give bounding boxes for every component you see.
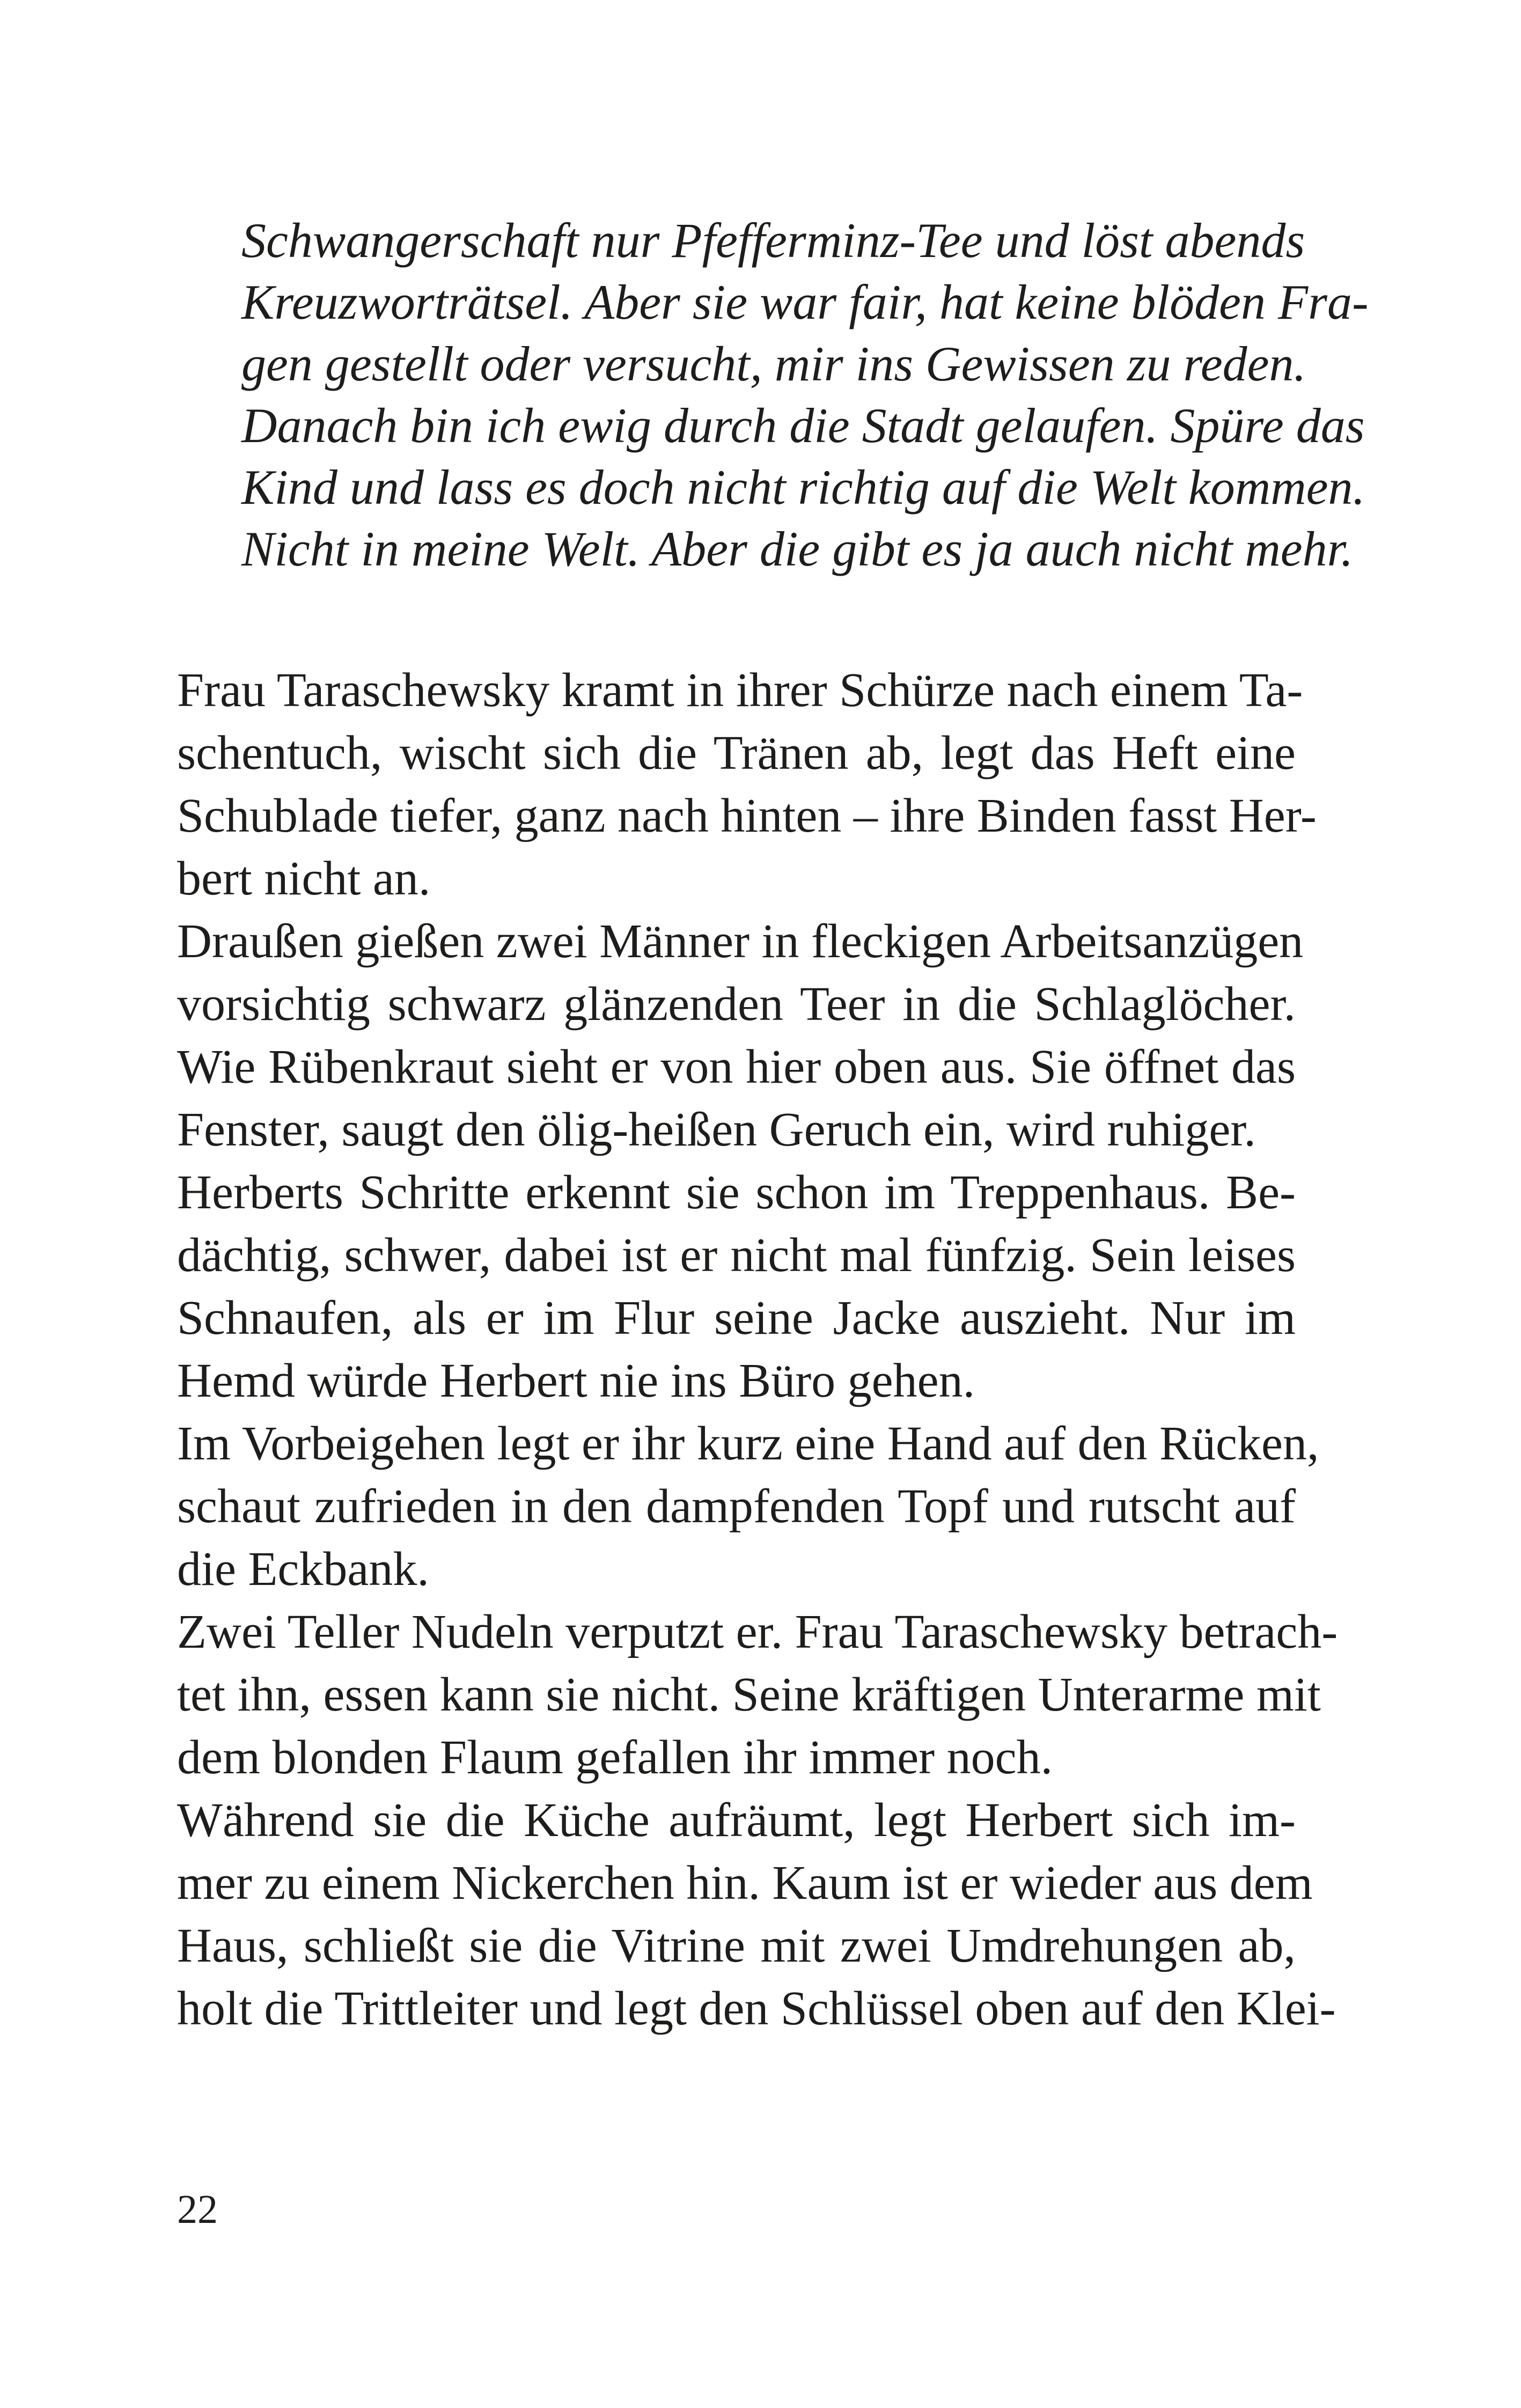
body-line: Schnaufen, als er im Flur seine Jacke auszieht. Nur im [177,1291,1296,1345]
body-line: holt die Trittleiter und legt den Schlüssel oben auf den Klei- [177,1982,1336,2035]
body-line: Schublade tiefer, ganz nach hinten – ihre Binden fasst Her- [177,789,1317,842]
quote-line: gen gestellt oder versucht, mir ins Gewissen zu reden. [241,336,1306,391]
body-line: Wie Rübenkraut sieht er von hier oben aus. Sie öffnet das [177,1040,1296,1093]
body-line: Hemd würde Herbert nie ins Büro gehen. [177,1354,975,1407]
quote-line: Nicht in meine Welt. Aber die gibt es ja auch nicht mehr. [241,522,1354,576]
body-line: Zwei Teller Nudeln verputzt er. Frau Taraschewsky betrach- [177,1605,1338,1658]
body-line: Während sie die Küche aufräumt, legt Herbert sich im- [177,1794,1296,1847]
body-line: Haus, schließt sie die Vitrine mit zwei Umdrehungen ab, [177,1919,1296,1972]
body-line: die Eckbank. [177,1543,429,1596]
body-line: Draußen gießen zwei Männer in fleckigen Arbeitsanzügen [177,915,1304,968]
quote-line: Kind und lass es doch nicht richtig auf die Welt kommen. [241,460,1365,515]
quote-line: Danach bin ich ewig durch die Stadt gelaufen. Spüre das [241,398,1365,453]
page-number: 22 [177,2187,218,2232]
body-line: dem blonden Flaum gefallen ihr immer noch. [177,1731,1053,1784]
quote-line: Kreuzworträtsel. Aber sie war fair, hat keine blöden Fra- [241,275,1369,329]
body-line: bert nicht an. [177,852,431,905]
body-line: tet ihn, essen kann sie nicht. Seine kräftigen Unterarme mit [177,1668,1321,1721]
quote-line: Schwangerschaft nur Pfefferminz-Tee und löst abends [241,213,1305,268]
body-line: Im Vorbeigehen legt er ihr kurz eine Hand auf den Rücken, [177,1417,1319,1470]
body-line: Fenster, saugt den ölig-heißen Geruch ein, wird ruhiger. [177,1103,1256,1156]
body-line: mer zu einem Nickerchen hin. Kaum ist er wieder aus dem [177,1856,1313,1910]
body-line: schaut zufrieden in den dampfenden Topf und rutscht auf [177,1480,1296,1533]
body-line: Herberts Schritte erkennt sie schon im Treppenhaus. Be- [177,1166,1296,1219]
body-line: vorsichtig schwarz glänzenden Teer in die Schlaglöcher. [177,978,1296,1031]
body-line: dächtig, schwer, dabei ist er nicht mal fünfzig. Sein leises [177,1229,1296,1282]
body-line: schentuch, wischt sich die Tränen ab, legt das Heft eine [177,726,1296,780]
body-line: Frau Taraschewsky kramt in ihrer Schürze nach einem Ta- [177,664,1303,717]
